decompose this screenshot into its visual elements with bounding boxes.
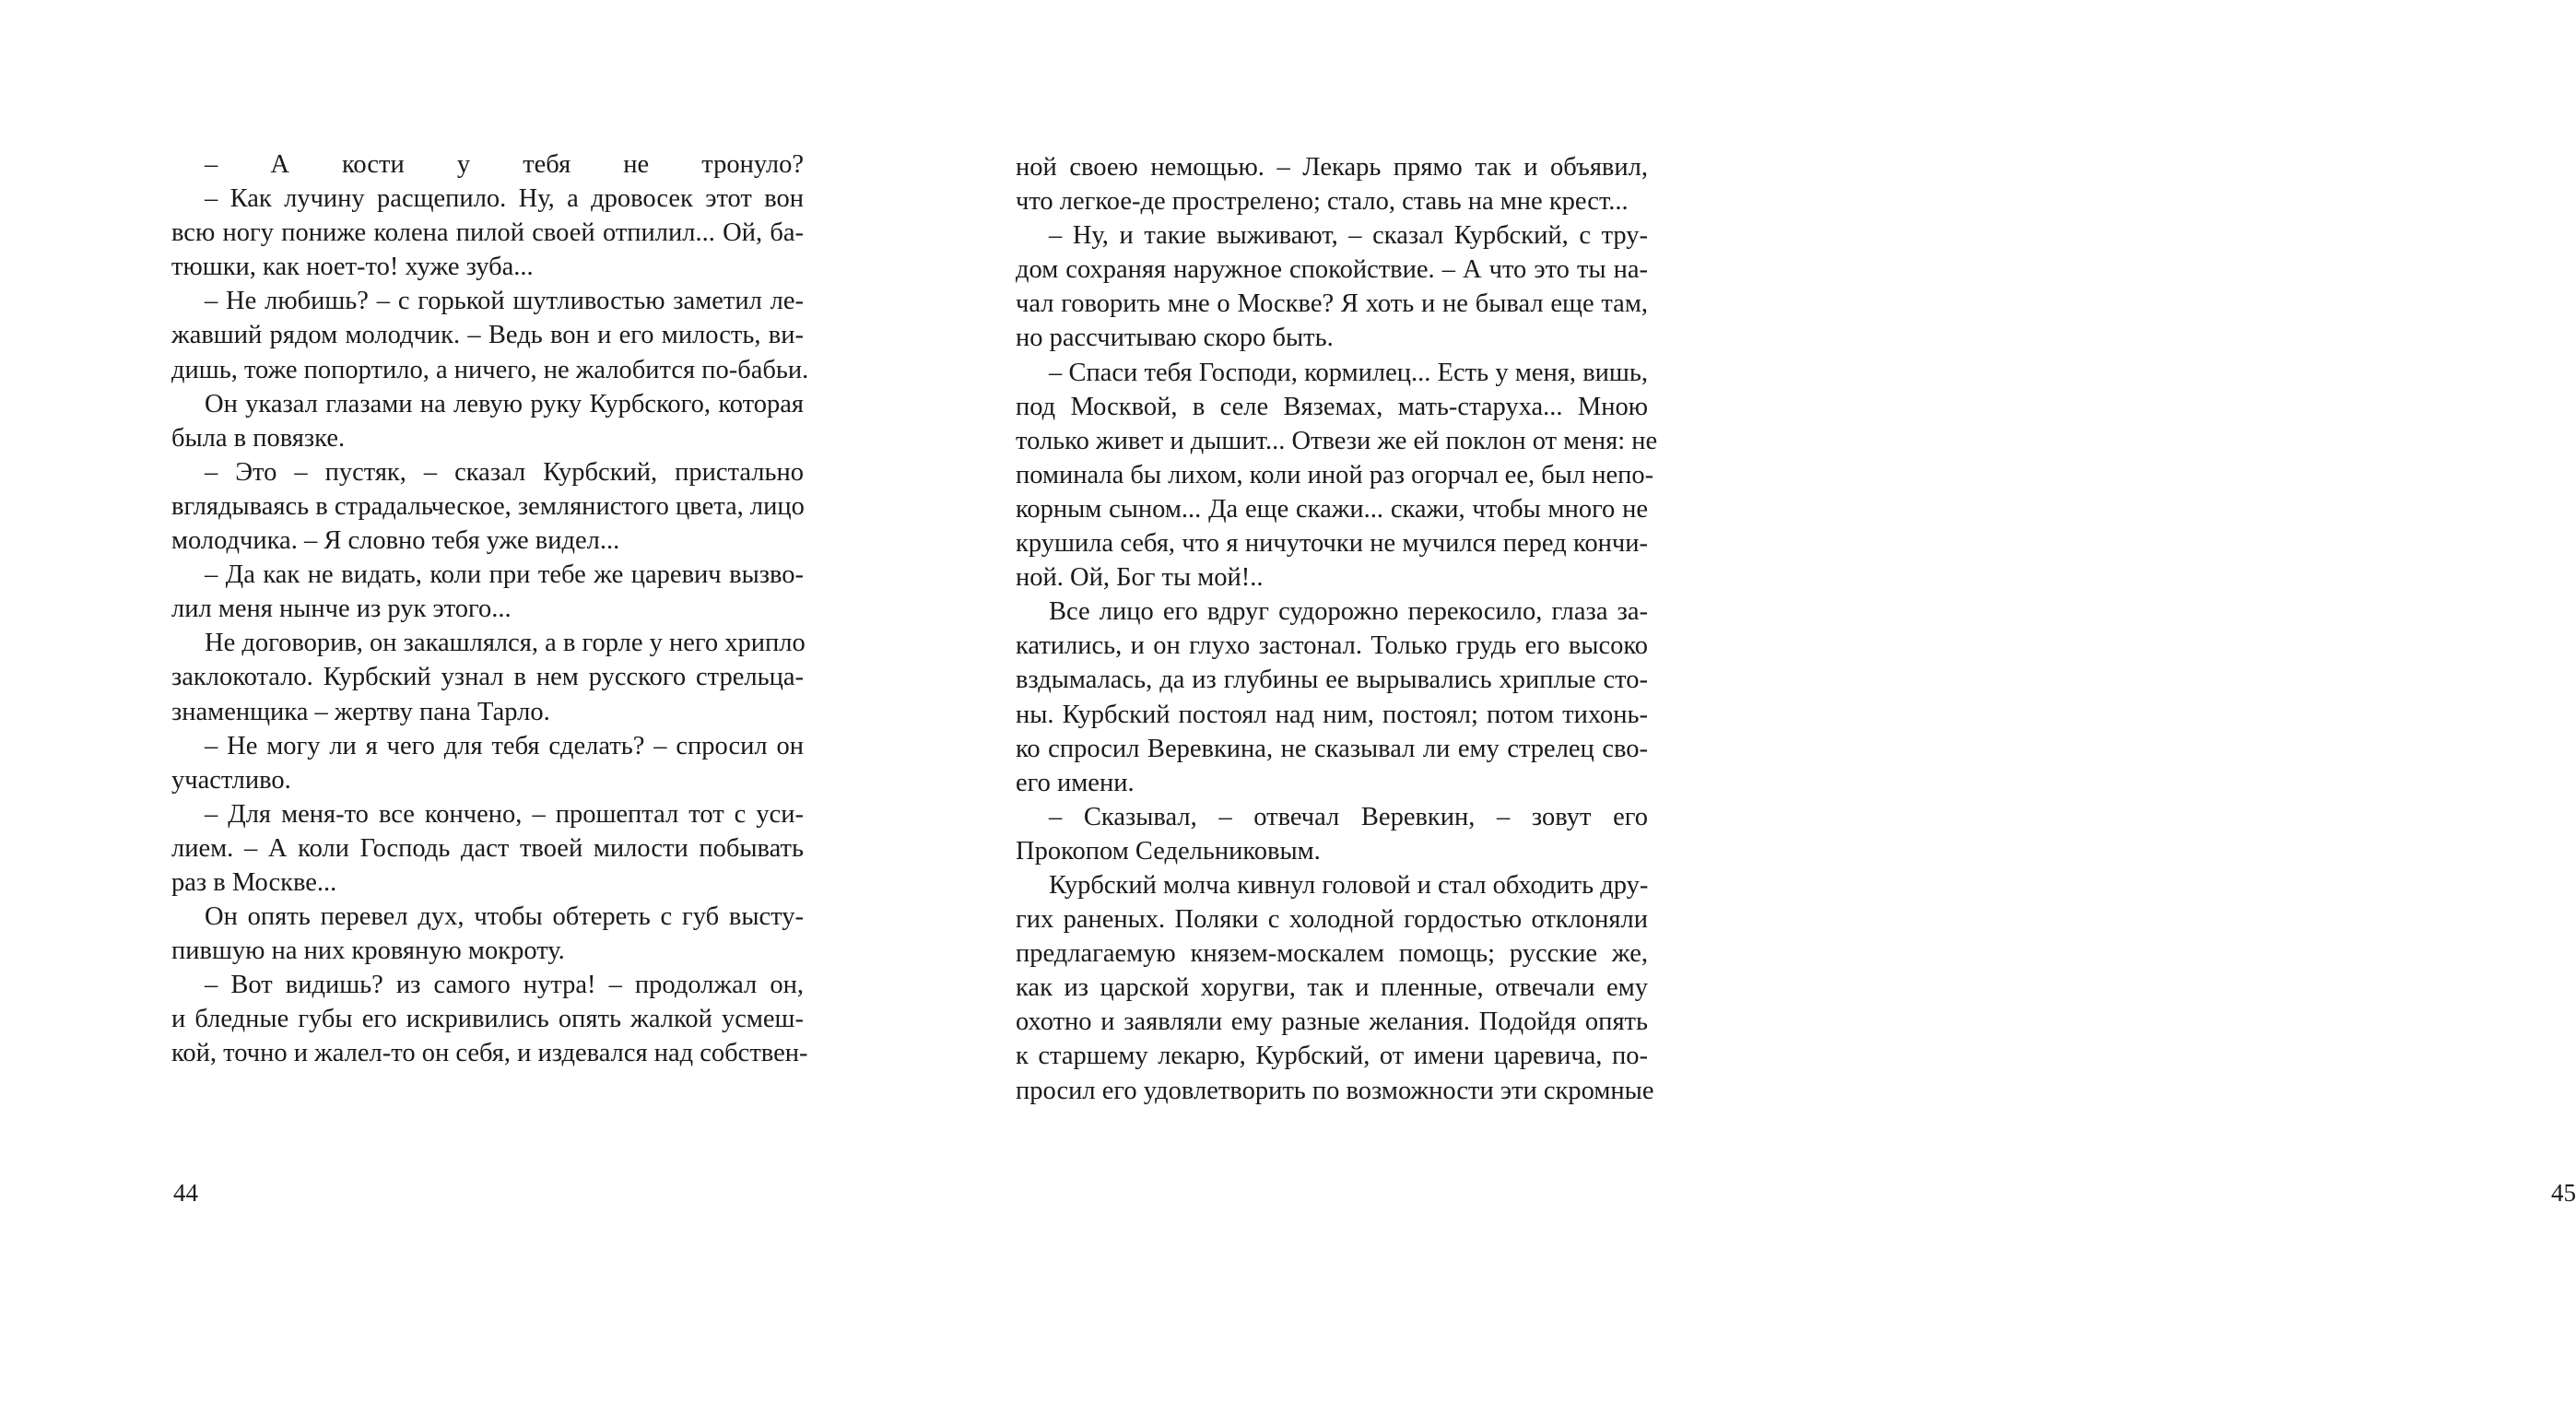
text-line: лил меня нынче из рук этого...: [171, 595, 512, 624]
text-line: – Ну, и такие выживают, – сказал Курбский, с тру-: [1049, 221, 1648, 251]
text-line: тюшки, как ноет-то! хуже зуба...: [171, 253, 534, 282]
page-number: 45: [2551, 1179, 2576, 1207]
text-line: – Сказывал, – отвечал Веревкин, – зовут его: [1049, 802, 1648, 831]
text-line: дом сохраняя наружное спокойствие. – А что это ты на-: [1016, 255, 1648, 285]
left-page-text: [171, 147, 809, 1071]
text-line: дишь, тоже попортило, а ничего, не жалобится по-бабьи.: [171, 355, 809, 384]
text-line: вглядываясь в страдальческое, землянистого цвета, лицо: [171, 491, 805, 521]
text-line: Прокопом Седельниковым.: [1016, 836, 1321, 866]
text-line: лием. – А коли Господь даст твоей милости побывать: [171, 833, 804, 863]
text-line: – Для меня-то все кончено, – прошептал тот с уси-: [205, 799, 804, 829]
text-line: кой, точно и жалел-то он себя, и издевался над собствен-: [171, 1039, 808, 1068]
text-line: только живет и дышит... Отвези же ей поклон от меня: не: [1016, 426, 1658, 455]
text-line: Курбский молча кивнул головой и стал обходить дру-: [1049, 870, 1649, 900]
text-line: как из царской хоругви, так и пленные, отвечали ему: [1016, 973, 1648, 1003]
text-line: Все лицо его вдруг судорожно перекосило, глаза за-: [1049, 597, 1648, 627]
text-line: Не договорив, он закашлялся, а в горле у него хрипло: [205, 629, 806, 658]
text-line: и бледные губы его искривились опять жалкой усмеш-: [171, 1005, 804, 1034]
text-line: – А кости у тебя не тронуло?: [205, 150, 804, 179]
text-line: ной своею немощью. – Лекарь прямо так и объявил,: [1016, 153, 1648, 182]
text-line: – Не могу ли я чего для тебя сделать? – спросил он: [205, 731, 804, 760]
text-line: ной. Ой, Бог ты мой!..: [1016, 563, 1264, 593]
text-line: Он опять перевел дух, чтобы обтереть с губ высту-: [205, 902, 804, 932]
text-line: вздымалась, да из глубины ее вырывались хриплые сто-: [1016, 666, 1648, 695]
text-line: что легкое-де прострелено; стало, ставь на мне крест...: [1016, 187, 1629, 217]
text-line: чал говорить мне о Москве? Я хоть и не бывал еще там,: [1016, 289, 1648, 319]
text-line: пившую на них кровяную мокроту.: [171, 937, 565, 966]
text-line: гих раненых. Поляки с холодной гордостью отклоняли: [1016, 905, 1648, 935]
text-line: молодчика. – Я словно тебя уже видел...: [171, 526, 620, 556]
text-line: – Это – пустяк, – сказал Курбский, пристально: [205, 457, 804, 487]
text-line: охотно и заявляли ему разные желания. Подойдя опять: [1016, 1007, 1648, 1037]
text-line: раз в Москве...: [171, 867, 337, 897]
text-line: жавший рядом молодчик. – Ведь вон и его милость, ви-: [171, 321, 804, 350]
text-line: катились, и он глухо застонал. Только грудь его высоко: [1016, 631, 1648, 661]
text-line: но рассчитываю скоро быть.: [1016, 324, 1334, 353]
text-line: знаменщика – жертву пана Тарло.: [171, 697, 550, 726]
left-page: [0, 0, 922, 1402]
text-line: участливо.: [171, 765, 291, 795]
text-line: под Москвой, в селе Вяземах, мать-старуха... Мною: [1016, 392, 1648, 421]
text-line: ко спросил Веревкина, не сказывал ли ему стрелец сво-: [1016, 734, 1648, 763]
text-line: – Не любишь? – с горькой шутливостью заметил ле-: [205, 287, 804, 316]
text-line: была в повязке.: [171, 423, 346, 453]
text-line: его имени.: [1016, 768, 1135, 797]
text-line: крушила себя, что я ничуточки не мучился перед кончи-: [1016, 529, 1648, 559]
text-line: к старшему лекарю, Курбский, от имени царевича, по-: [1016, 1042, 1648, 1071]
text-line: заклокотало. Курбский узнал в нем русского стрельца-: [171, 663, 804, 692]
text-line: ны. Курбский постоял над ним, постоял; потом тихонь-: [1016, 700, 1648, 729]
text-line: предлагаемую князем-москалем помощь; русские же,: [1016, 939, 1648, 969]
text-line: просил его удовлетворить по возможности эти скромные: [1016, 1076, 1654, 1105]
text-line: – Спаси тебя Господи, кормилец... Есть у меня, вишь,: [1049, 358, 1648, 387]
text-line: – Как лучину расщепило. Ну, а дровосек этот вон: [205, 184, 804, 214]
text-line: – Вот видишь? из самого нутра! – продолжал он,: [205, 971, 804, 1000]
right-page: [922, 0, 2576, 1402]
text-line: – Да как не видать, коли при тебе же царевич вызво-: [205, 560, 804, 590]
right-page-text: [1016, 150, 1658, 1108]
text-line: Он указал глазами на левую руку Курбского, которая: [205, 389, 804, 418]
text-line: поминала бы лихом, коли иной раз огорчал ее, был непо-: [1016, 460, 1654, 489]
text-line: всю ногу пониже колена пилой своей отпилил... Ой, ба-: [171, 218, 804, 248]
page-number: 44: [173, 1179, 198, 1207]
text-line: корным сыном... Да еще скажи... скажи, чтобы много не: [1016, 494, 1648, 524]
